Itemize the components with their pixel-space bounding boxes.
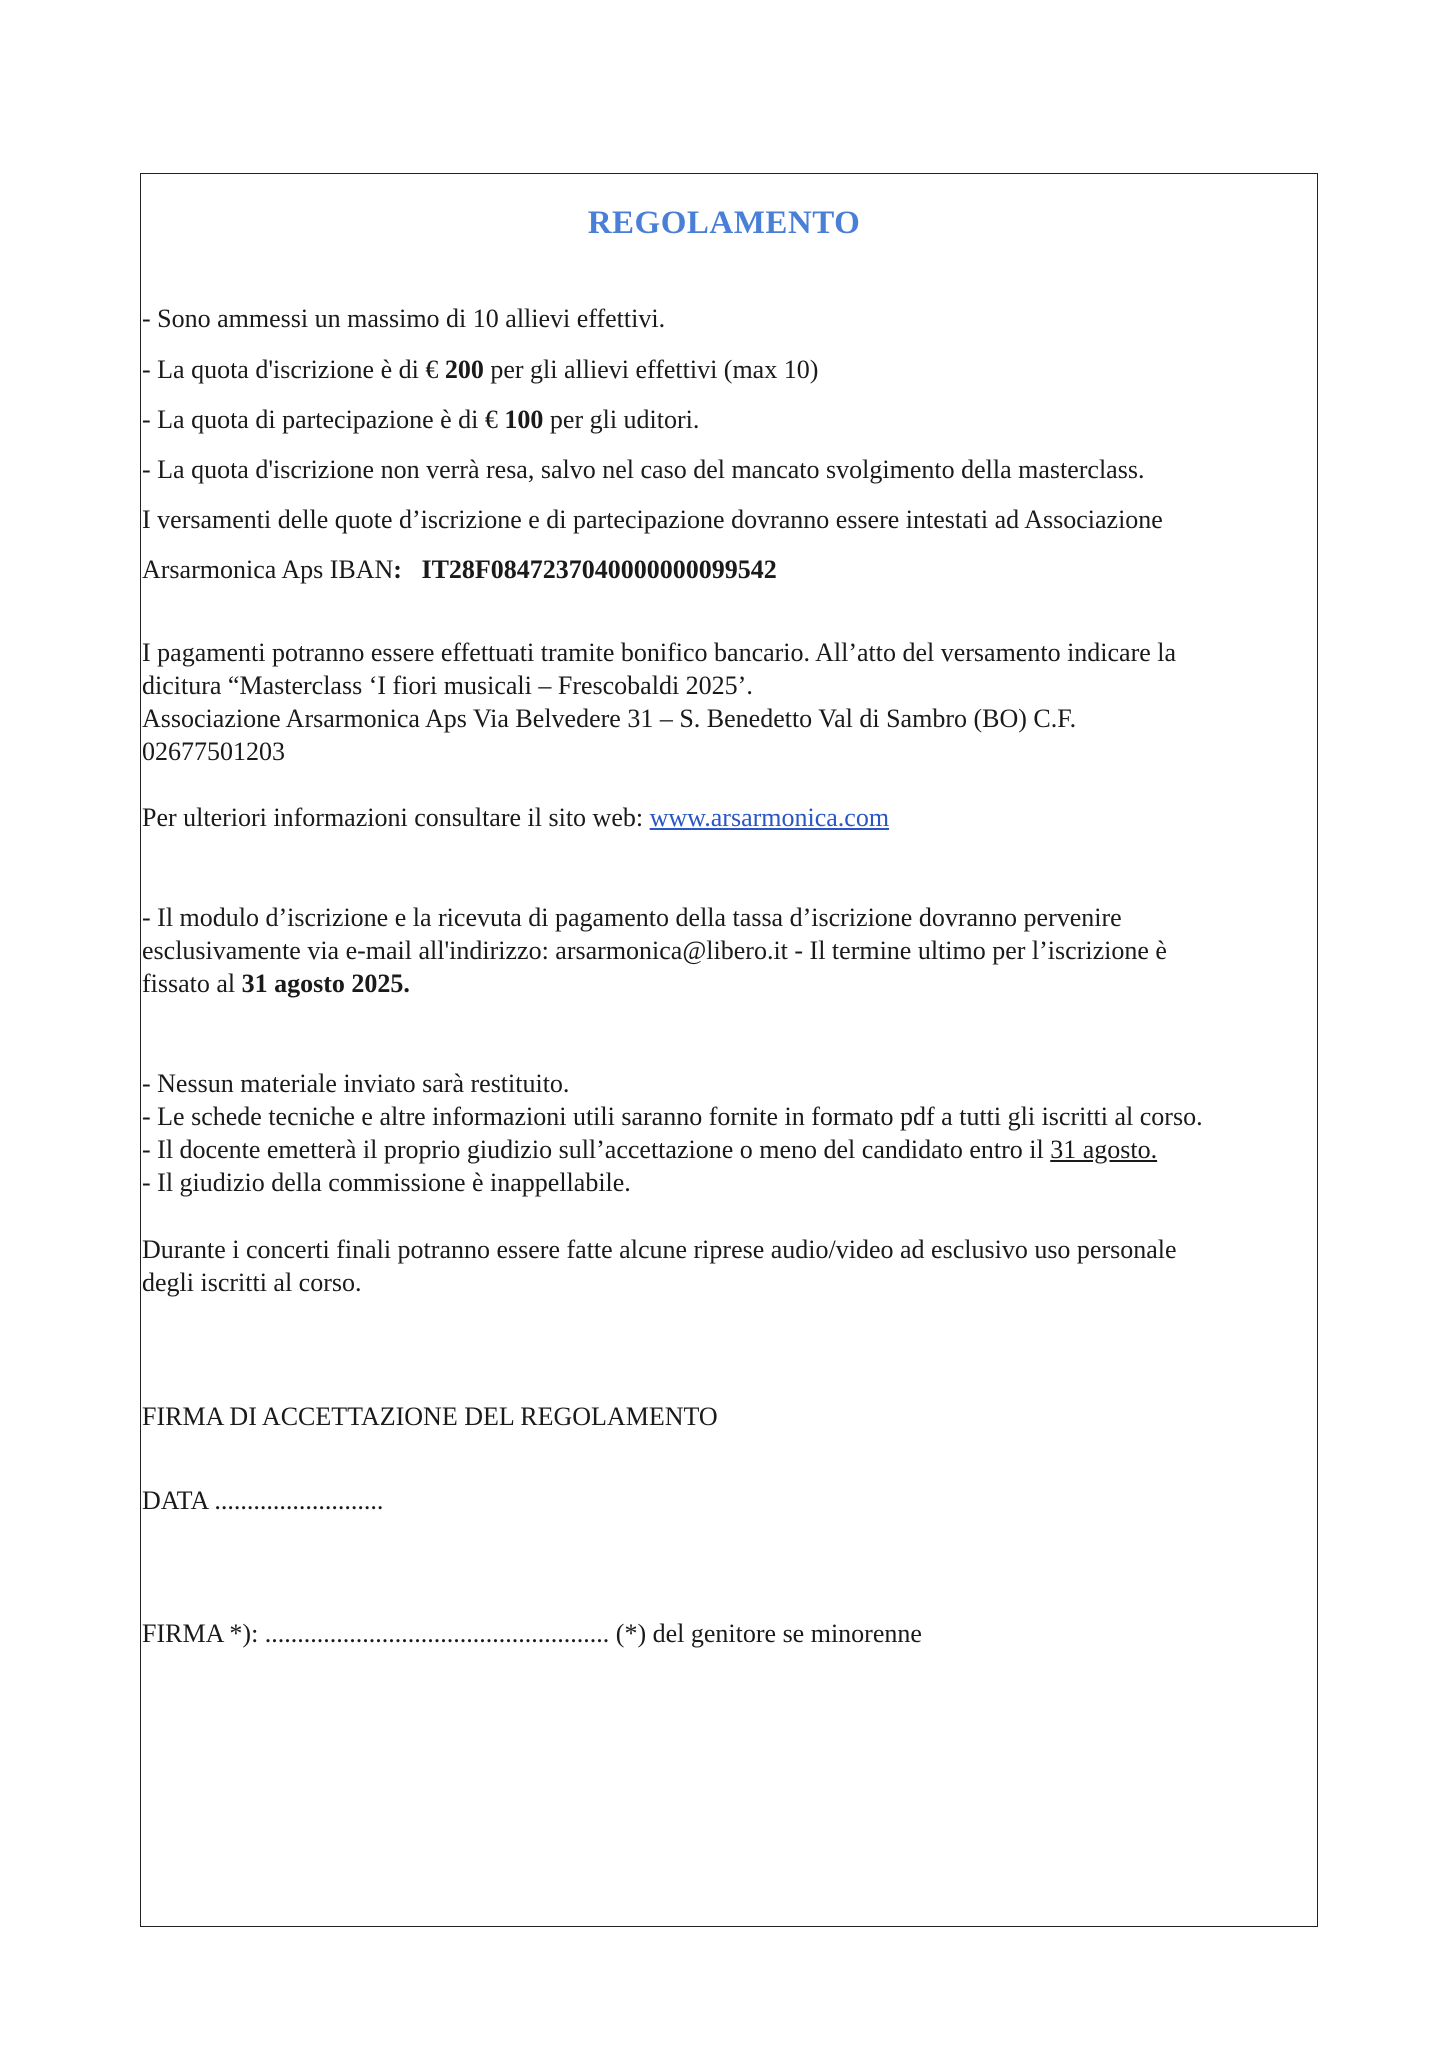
payment-method-line: I pagamenti potranno essere effettuati tramite bonifico bancario. All’atto del versamento indicare la bbox=[142, 638, 1177, 667]
signature-field: FIRMA *): ..................................................... (*) del genitore se minorenne bbox=[142, 1619, 922, 1648]
submission-deadline: fissato al 31 agosto 2025. bbox=[142, 969, 410, 998]
rule-refund: - La quota d'iscrizione non verrà resa, salvo nel caso del mancato svolgimento della masterclass. bbox=[142, 455, 1145, 484]
recording-line-2: degli iscritti al corso. bbox=[142, 1268, 362, 1297]
acceptance-date: 31 agosto. bbox=[1050, 1135, 1158, 1164]
participation-fee-amount: 100 bbox=[504, 405, 544, 434]
document-frame bbox=[140, 173, 1318, 1927]
date-field: DATA .......................... bbox=[142, 1486, 384, 1515]
note-acceptance: - Il docente emetterà il proprio giudizio sull’accettazione o meno del candidato entro il 31 agosto. bbox=[142, 1135, 1158, 1164]
note-unappealable: - Il giudizio della commissione è inappellabile. bbox=[142, 1168, 631, 1197]
page-title: REGOLAMENTO bbox=[587, 205, 861, 241]
payment-iban-line: Arsarmonica Aps IBAN: IT28F0847237040000000099542 bbox=[142, 555, 777, 584]
rule-enrollment-fee: - La quota d'iscrizione è di € 200 per gli allievi effettivi (max 10) bbox=[142, 355, 819, 384]
enrollment-fee-amount: 200 bbox=[444, 355, 484, 384]
recording-line-1: Durante i concerti finali potranno essere fatte alcune riprese audio/video ad esclusivo uso personale bbox=[142, 1235, 1177, 1264]
payment-holder-line: I versamenti delle quote d’iscrizione e di partecipazione dovranno essere intestati ad Associazione bbox=[142, 505, 1163, 534]
website-link[interactable]: www.arsarmonica.com bbox=[649, 803, 890, 832]
submission-line-2: esclusivamente via e-mail all'indirizzo: arsarmonica@libero.it - Il termine ultimo per l’iscrizione è bbox=[142, 936, 1167, 965]
website-info: Per ulteriori informazioni consultare il sito web: www.arsarmonica.com bbox=[142, 803, 890, 832]
note-no-return: - Nessun materiale inviato sarà restituito. bbox=[142, 1069, 570, 1098]
note-technical-sheets: - Le schede tecniche e altre informazioni utili saranno fornite in formato pdf a tutti gli iscritti al corso. bbox=[142, 1102, 1203, 1131]
association-tax-code: 02677501203 bbox=[142, 737, 285, 766]
signature-heading: FIRMA DI ACCETTAZIONE DEL REGOLAMENTO bbox=[142, 1402, 718, 1431]
payment-reason-line: dicitura “Masterclass ‘I fiori musicali – Frescobaldi 2025’. bbox=[142, 671, 753, 700]
deadline-date: 31 agosto 2025. bbox=[241, 969, 410, 998]
iban-value: IT28F0847237040000000099542 bbox=[421, 555, 777, 584]
association-address: Associazione Arsarmonica Aps Via Belvedere 31 – S. Benedetto Val di Sambro (BO) C.F. bbox=[142, 704, 1077, 733]
rule-max-students: - Sono ammessi un massimo di 10 allievi effettivi. bbox=[142, 304, 666, 333]
rule-participation-fee: - La quota di partecipazione è di € 100 per gli uditori. bbox=[142, 405, 700, 434]
submission-line-1: - Il modulo d’iscrizione e la ricevuta di pagamento della tassa d’iscrizione dovranno pervenire bbox=[142, 903, 1122, 932]
